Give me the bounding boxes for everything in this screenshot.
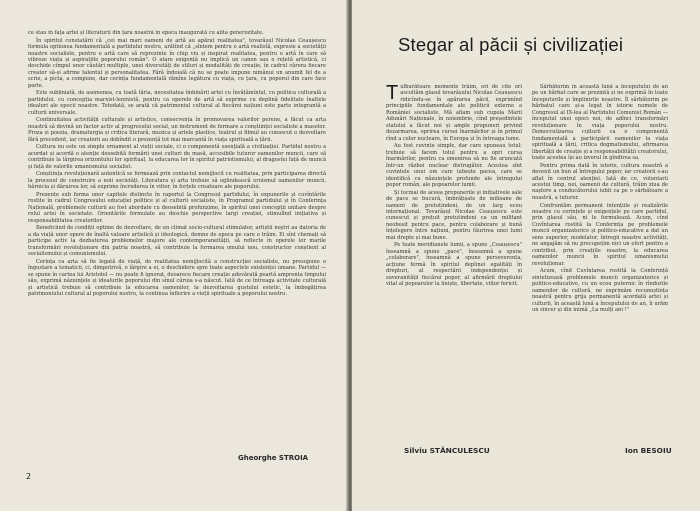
left-paragraph: ce stau în fața artei și literaturii din țara noastră în epoca inaugurată cu aiîta generozitate.: [28, 30, 264, 36]
left-paragraph: Conștiința revoluționară autentică se formează prin contactul nemijlocit cu realitatea, prin participarea directă la procesul de construire a noii societăți. Literatura și arta trebuie să oglindească eroismul oamenilor muncii, hărnicia și dăruirea lor, să exprime încrederea în viitor, în forțele creatoare ale poporului.: [28, 171, 326, 191]
right-paragraph: Acum, cînd Cuvîntarea rostită la Conferință sintetizează problemele muncii organizatorice și politico-educative, cu un ecou puternic în rîndurile oamenilor de cultură, ne exprimăm recunoștința noastră pentru grija permanentă acordată artei și culturii, în această lună a începutului de an, îi urăm un sincer și din inimă „La mulți ani !": [532, 268, 668, 313]
right-paragraph: ulburătoare momente trăim, ori de cîte ori ascultăm glasul tovarășului Nicolae Ceaușescu ridicîndu-se în apărarea păcii, exprimînd principiile fundamentale ale politicii externe a României socialiste. Mă aflam sub cupola Marii Adunări Naționale, în noiembrie, cînd președintele statului a făcut noi și ample propuneri privind dezarmarea, oprirea cursei înarmărilor și în primul rînd a celor nucleare, în Europa și în întreaga lume.: [386, 84, 522, 142]
author-signature-stanculescu: Silviu STĂNCULESCU: [404, 446, 490, 455]
left-paragraph: Cultura nu este un simplu ornament al vieții sociale, ci o componentă esențială a civilizației. Partidul nostru a acordat și acordă o atenție deosebită formării unei culturi de masă, accesibile tuturor oamenilor muncii, care să contribuie la lărgirea orizontului lor spiritual, la educarea lor în spiritul patriotismului, al dragostei față de muncă și față de valorile umanismului socialist.: [28, 144, 326, 170]
left-paragraph: Continuitatea activității culturale și artistice, consecvența în promovarea valorilor perene, a făcut ca arta noastră să devină un factor activ al progresului social, un instrument de formare a conștiinței socialiste a maselor. Proza și poezia, dramaturgia și critica literară, muzica și artele plastice, teatrul și filmul au cunoscut o dezvoltare fără precedent, iar creatorii au dobîndit o prezență tot mai marcantă în viața spirituală a țării.: [28, 117, 326, 143]
page-number: 2: [26, 472, 32, 481]
left-paragraph: În spiritul constatării că „cei mai mari oameni de artă au apărat realitatea", tovarășul Nicolae Ceaușescu formula optiunea fundamentală a partidului nostru, arătînd că „sîntem pentru o artă realistă, expresie a societății noastre socialiste, pentru o artă care să reprezinte în chip viu și inspirat realitatea, pentru o artă în care să vibreze viața și aspirațiile poporului român". O atare exigență nu implică un canon sau o rețetă artistică, ci deschide cîmpul unor căutări multiple, unei diversități de stiluri și modalități de creație, în cadrul cărora fiecare creator să-și afirme talentul și personalitatea. Fără îndoială că nu se poate impune nimănui un anumit fel de a scrie, a picta, a compune, dar cerința fundamentală rămîne legătura cu viața, cu țara, cu poporul din care face parte.: [28, 37, 326, 89]
left-paragraph: Este subliniată, de asemenea, cu toată tăria, necesitatea îmbinării artei cu învățămîntul, cu politica culturală a partidului, cu concepția marxist-leninistă, pentru ca operele de artă să exprime cu deplină fidelitate înaltele idealuri ale epocii noastre. Totodată, se arată că patrimoniul cultural al fiecărei națiuni este parte integrantă a culturii universale.: [28, 90, 326, 116]
author-signature-besoiu: Ion BESOIU: [625, 446, 672, 455]
article-title: Stegar al păcii și civilizației: [398, 34, 624, 55]
right-paragraph: Sărbătorim în această lună a începutului de an pe un bărbat care se prezintă și ne exprimă în toate începuturile și împlinirile noastre. Îl sărbătorim pe bărbatul care și-a legat în istorie numele de Congresul al IX-lea al Partidului Comunist Român — începutul unei epoci noi, de adînci transformări revoluționare în viața poporului nostru. Democratizarea culturii ca o componentă fundamentală a participării oamenilor la viața spirituală a țării, critica dogmatismului, afirmarea libertății de creație și a responsabilității creatorului, toate acestea își au izvorul în gîndirea sa.: [532, 84, 668, 161]
left-paragraph: Prezente sub forma unor capitole distincte în raportul la Congresul partidului, în expunerile și cuvîntările rostite în cadrul Congresului educației politice și al culturii socialiste, în Programul partidului și în Conferința Națională, problemele culturii au fost abordate cu deosebită profunzime, în spiritul unei concepții unitare despre rolul artei în societate. Orientările formulate au deschis perspective largi creației, stimulînd inițiativa și responsabilitatea creatorilor.: [28, 192, 326, 224]
author-signature-stroia: Gheorghe STROIA: [238, 454, 309, 462]
drop-cap: T: [386, 84, 399, 104]
right-column-2: [532, 84, 668, 315]
right-paragraph: Confruntăm permanent intențiile și realizările noastre cu cerințele și exigențele pe care partidul, prin glasul său, ni le formulează. Acum, cînd Cuvîntarea rostită la Conferința pe problemele muncii organizatorice și politico-educative a dat un sens superior, modelator, întregii noastre activități, ne angajăm să nu precupețim nici un efort pentru a contribui, prin creațiile noastre, la educarea oamenilor muncii în spiritul umanismului revoluționar.: [532, 202, 668, 267]
right-paragraph: Și tocmai de aceea propunerile și inițiativele sale de pace se bucură, îmbrățișate de milioane de oameni de pretutindeni, de un larg ecou internațional. Tovarășul Nicolae Ceaușescu este cunoscut și prețuit pretutindeni ca un militant neobosit pentru pace, pentru colaborare și bună înțelegere între națiuni, pentru făurirea unei lumi mai drepte și mai bune.: [386, 189, 522, 241]
left-page-text: [28, 30, 326, 299]
left-paragraph: Cerința ca arta să fie legată de viață, de realitatea nemijlocită a construcției socialiste, nu presupune o îngustare a tematicii, ci, dimpotrivă, o lărgire a ei, o deschidere spre toate aspectele existenței umane. Partidul — se spune în cartea lui Aristotel — nu poate fi ignorat, deoarece fiecare creație adevărată poartă amprenta timpului său, exprimă năzuințele și idealurile poporului din sînul căruia s-a născut. Iată de ce întreaga activitate culturală și artistică trebuie să contribuie la educarea oamenilor, la dezvoltarea gustului estetic, la îmbogățirea patrimoniului cultural al poporului nostru, la continua înflorire a vieții spirituale a poporului nostru.: [28, 258, 326, 298]
right-column-1: [386, 84, 522, 289]
left-page: [0, 0, 348, 511]
right-paragraph: Au fost cuvinte simple, dar care spuneau totul: trebuie să facem totul pentru a opri cursa înarmărilor, pentru ca omenirea să nu fie aruncată într-un război nuclear distrugător. Acestea sînt cuvintele unui om care iubește pacea, care se identifică cu năzuințele profunde ale întregului popor român, ale popoarelor lumii.: [386, 143, 522, 188]
left-paragraph: Beneficiind de condiții optime de dezvoltare, de un climat socio-cultural stimulator, artiștii noștri au datoria de a da viață unor opere de înaltă valoare artistică și ideologică, demne de epoca pe care o trăim. Ei sînt chemați să participe activ la dezbaterea problemelor majore ale contemporaneității, să reflecte în operele lor marile transformări revoluționare din patria noastră, să contribuie la formarea omului nou, constructor conștient al socialismului și comunismului.: [28, 225, 326, 258]
right-paragraph: Pentru prima dată în istorie, cultura noastră a devenit un bun al întregului popor, iar creatorii s-au aflat în centrul atenției. Iată de ce, voluntarii acestui timp, noi, oamenii de cultură, trăim ziua de naștere a conducătorului iubit ca pe o sărbătoare a noastră, a tuturor.: [532, 162, 668, 201]
right-paragraph: Pe toate meridianele lumii, a spune „Ceaușescu" înseamnă a spune „pace", înseamnă a spune „colaborare", înseamnă a spune perseverența, acțiune fermă în spiritul deplinei egalități în drepturi, al respectării independenței și suveranității fiecărui popor, al afirmării dreptului vital al popoarelor la liniște, libertate, viitor fericit.: [386, 242, 522, 288]
